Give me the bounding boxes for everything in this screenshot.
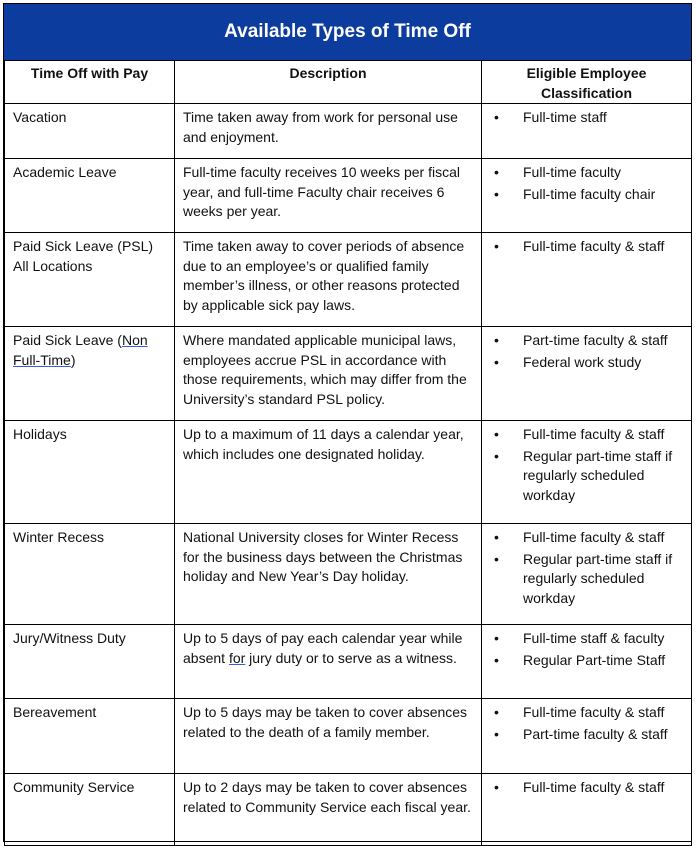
- eligible-item: • Federal work study: [490, 353, 683, 373]
- row-description: Up to a maximum of 11 days a calendar year, which includes one designated holiday.: [175, 421, 482, 524]
- eligible-item: • Full-time staff: [490, 108, 683, 128]
- row-type: Paid Sick Leave (PSL) All Locations: [5, 233, 175, 327]
- row-eligible: [482, 233, 692, 327]
- eligible-item: • Part-time faculty & staff: [490, 331, 683, 351]
- header-time-off-with-pay: Time Off with Pay: [5, 61, 175, 104]
- row-eligible: [482, 524, 692, 625]
- table-row: [5, 327, 692, 421]
- row-eligible: [482, 104, 692, 159]
- row-description: Full-time faculty receives 10 weeks per fiscal year, and full-time Faculty chair receives 6 weeks per year.: [175, 159, 482, 233]
- row-eligible: [482, 625, 692, 699]
- table-row: [5, 524, 692, 625]
- eligible-item: • Regular part-time staff if regularly scheduled workday: [490, 550, 683, 609]
- table-row: [5, 421, 692, 524]
- row-eligible: [482, 421, 692, 524]
- eligible-item: • Full-time staff & faculty: [490, 629, 683, 649]
- eligible-item: • Full-time faculty & staff: [490, 237, 683, 257]
- eligible-item: • Full-time faculty & staff: [490, 703, 683, 723]
- row-description: Up to 2 days may be taken to cover absences related to Community Service each fiscal year.: [175, 774, 482, 846]
- table-row: [5, 699, 692, 774]
- row-type: Paid Sick Leave (Non Full-Time): [5, 327, 175, 421]
- row-description: National University closes for Winter Recess for the business days between the Christmas holiday and New Year’s Day holiday.: [175, 524, 482, 625]
- row-type: Holidays: [5, 421, 175, 524]
- row-eligible: [482, 159, 692, 233]
- eligible-item: • Regular Part-time Staff: [490, 651, 683, 671]
- row-eligible: [482, 327, 692, 421]
- row-description: Where mandated applicable municipal laws, employees accrue PSL in accordance with those requirements, which may differ from the University’s standard PSL policy.: [175, 327, 482, 421]
- eligible-item: • Regular part-time staff if regularly scheduled workday: [490, 447, 683, 506]
- row-description: Time taken away to cover periods of absence due to an employee’s or qualified family member’s illness, or other reasons protected by applicable sick pay laws.: [175, 233, 482, 327]
- row-type: Bereavement: [5, 699, 175, 774]
- eligible-item: • Full-time faculty & staff: [490, 528, 683, 548]
- table-row: [5, 625, 692, 699]
- table-row: [5, 233, 692, 327]
- row-description: Up to 5 days may be taken to cover absences related to the death of a family member.: [175, 699, 482, 774]
- row-description: Up to 5 days of pay each calendar year while absent for jury duty or to serve as a witness.: [175, 625, 482, 699]
- row-eligible: [482, 774, 692, 846]
- eligible-item: • Part-time faculty & staff: [490, 725, 683, 745]
- row-type: Academic Leave: [5, 159, 175, 233]
- time-off-table: [4, 60, 692, 846]
- eligible-item: • Full-time faculty: [490, 163, 683, 183]
- row-description: Time taken away from work for personal use and enjoyment.: [175, 104, 482, 159]
- table-row: [5, 774, 692, 846]
- header-description: Description: [175, 61, 482, 104]
- eligible-item: • Full-time faculty & staff: [490, 425, 683, 445]
- underlined-term: for: [228, 649, 246, 666]
- eligible-item: • Full-time faculty chair: [490, 185, 683, 205]
- time-off-document: [3, 3, 692, 842]
- table-row: [5, 104, 692, 159]
- header-eligible-classification: Eligible Employee Classification: [482, 61, 692, 104]
- underlined-term: Non Full-Time: [13, 332, 148, 368]
- row-eligible: [482, 699, 692, 774]
- row-type: Community Service: [5, 774, 175, 846]
- row-type: Vacation: [5, 104, 175, 159]
- table-title: Available Types of Time Off: [4, 4, 691, 60]
- eligible-item: • Full-time faculty & staff: [490, 778, 683, 798]
- row-type: Jury/Witness Duty: [5, 625, 175, 699]
- row-type: Winter Recess: [5, 524, 175, 625]
- table-row: [5, 159, 692, 233]
